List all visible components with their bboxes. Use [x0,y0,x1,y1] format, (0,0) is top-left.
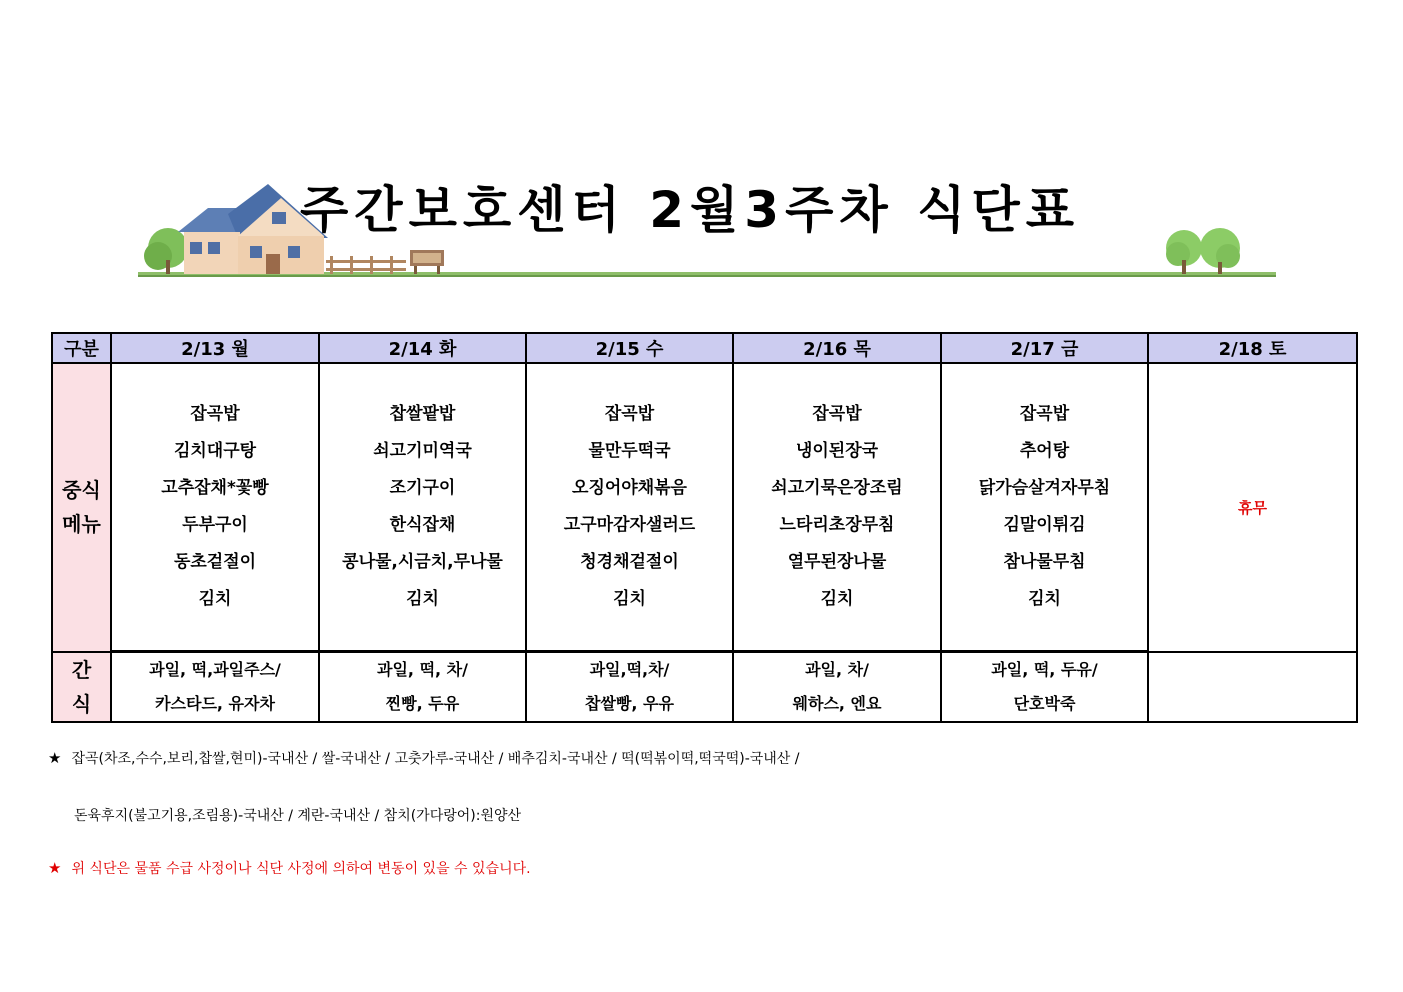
origin-text: 돈육후지(불고기용,조림용)-국내산 / 계란-국내산 / 참치(가다랑어):원양산 [74,808,522,824]
dish-item: 청경채겉절이 [580,552,679,572]
dish-item: 오징어야채볶음 [572,478,687,498]
day-header: 2/17 금 [941,333,1148,363]
dish-item: 닭가슴살겨자무침 [978,478,1111,498]
dish-item: 쇠고기묵은장조림 [771,478,903,498]
origin-text: 잡곡(차조,수수,보리,찹쌀,현미)-국내산 / 쌀-국내산 / 고춧가루-국내산 / 배추김치-국내산 / 떡(떡볶이떡,떡국떡)-국내산 / [71,751,800,767]
dish-item: 동초겉절이 [173,552,257,572]
lunch-label-line: 메뉴 [62,512,101,537]
snack-line: 단호박죽 [1013,694,1076,713]
table-header-row [52,333,1357,363]
snack-line: 과일, 떡, 두유/ [991,660,1098,679]
snack-line: 과일, 떡, 차/ [377,660,468,679]
dish-item: 잡곡밥 [604,404,655,424]
snack-cell [526,652,733,723]
snack-cell [941,652,1148,723]
lunch-row [52,363,1357,652]
dish-item: 김치 [198,589,232,609]
snack-label-line: 식 [71,691,92,716]
star-icon: ★ [48,859,62,877]
snack-label-line: 간 [71,657,92,682]
dish-item: 고구마감자샐러드 [563,515,696,535]
dish-item: 쇠고기미역국 [373,441,472,461]
star-icon: ★ [48,749,62,767]
dish-list [734,396,940,618]
dish-item: 김치 [406,589,439,609]
snack-line: 과일, 떡,과일주스/ [149,660,281,679]
dish-item: 김말이튀김 [1003,515,1086,535]
dish-item: 잡곡밥 [1019,404,1070,424]
dish-list [320,396,525,618]
dish-item: 고추잡채*꽃빵 [161,478,269,498]
day-header: 2/18 토 [1148,333,1357,363]
lunch-cell [526,363,733,652]
dish-item: 잡곡밥 [812,404,862,424]
dish-item: 콩나물,시금치,무나물 [342,552,503,572]
dish-item: 김치대구탕 [173,441,257,461]
snack-row-label [52,652,111,723]
dish-list [112,396,318,618]
lunch-cell [111,363,319,652]
lunch-cell [319,363,526,652]
day-header: 2/15 수 [526,333,733,363]
dish-item: 김치 [820,589,854,609]
notice-text: 위 식단은 물품 수급 사정이나 식단 사정에 의하여 변동이 있을 수 있습니다. [71,861,531,877]
origin-note-line-1 [48,748,800,768]
dish-item: 찹쌀팥밥 [389,404,456,424]
lunch-cell-holiday [1148,363,1357,652]
snack-cell [319,652,526,723]
dish-list [527,396,732,618]
dish-item: 한식잡채 [389,515,456,535]
page-title: 주간보호센터 2월3주차 식단표 [300,181,1080,239]
snack-line: 과일,떡,차/ [589,660,670,679]
snack-line: 웨하스, 엔요 [792,694,882,713]
dish-item: 김치 [613,589,646,609]
snack-cell [111,652,319,723]
dish-item: 냉이된장국 [795,441,879,461]
day-header: 2/14 화 [319,333,526,363]
lunch-label-line: 중식 [62,478,101,503]
lunch-cell [733,363,941,652]
dish-item: 참나물무침 [1003,552,1086,572]
snack-line: 과일, 차/ [805,660,869,679]
dish-item: 두부구이 [182,515,248,535]
meal-plan-table [51,332,1358,723]
snack-row [52,652,1357,723]
dish-item: 추어탕 [1019,441,1070,461]
dish-item: 느타리초장무침 [779,515,895,535]
dish-item: 물만두떡국 [588,441,671,461]
snack-cell [733,652,941,723]
snack-line: 찹쌀빵, 우유 [585,694,674,713]
origin-note-line-2 [74,805,521,825]
day-header: 2/16 목 [733,333,941,363]
lunch-cell [941,363,1148,652]
dish-item: 열무된장나물 [787,552,887,572]
dish-item: 잡곡밥 [190,404,240,424]
dish-list [942,396,1147,618]
snack-line: 카스타드, 유자차 [155,694,275,713]
holiday-label: 휴무 [1238,498,1267,517]
corner-label: 구분 [52,333,111,363]
lunch-row-label [52,363,111,652]
dish-item: 조기구이 [389,478,456,498]
change-notice [48,858,531,878]
day-header: 2/13 월 [111,333,319,363]
snack-line: 찐빵, 두유 [385,694,460,713]
snack-cell-empty [1148,652,1357,723]
dish-item: 김치 [1028,589,1061,609]
